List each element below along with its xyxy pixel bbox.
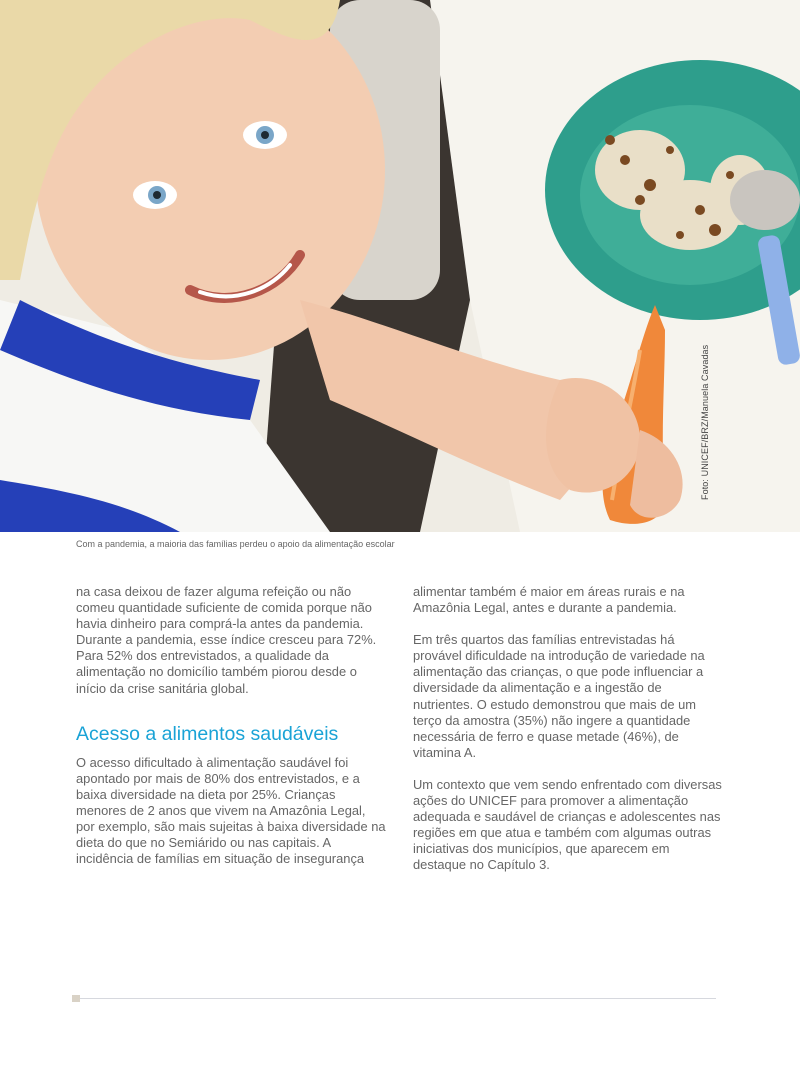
footer-rule [80,998,716,999]
left-column [76,584,386,867]
photo-illustration [0,0,800,532]
photo-credit: Foto: UNICEF/BRZ/Manuela Cavadas [700,344,710,500]
body-paragraph: alimentar também é maior em áreas rurais e na Amazônia Legal, antes e durante a pandemia. [413,584,685,616]
footer-marker [72,995,80,1002]
body-paragraph: Em três quartos das famílias entrevistadas há provável dificuldade na introdução de variedade na alimentação das crianças, o que pode influenciar a diversidade da alimentação e a ingestão de nutrientes. O estudo demonstrou que mais de um terço da amostra (35%) não ingere a quantidade necessária de ferro e quase metade (46%), de vitamina A. [413,632,705,760]
section-heading: Acesso a alimentos saudáveis [76,722,339,745]
body-paragraph: na casa deixou de fazer alguma refeição ou não comeu quantidade suficiente de comida porque não havia dinheiro para comprá-la antes da pandemia. Durante a pandemia, esse índice cresceu para 72%. Para 52% dos entrevistados, a qualidade da alimentação no domicílio também piorou desde o início da crise sanitária global. [76,584,377,696]
body-paragraph: O acesso dificultado à alimentação saudável foi apontado por mais de 80% dos entrevistados, e a baixa diversidade na dieta por 25%. Crianças menores de 2 anos que vivem na Amazônia Legal, por exemplo, são mais sujeitas à baixa diversidade na dieta do que no Semiárido ou nas capitais. A incidência de famílias em situação de insegurança [76,754,386,867]
photo [0,0,800,532]
photo-caption: Com a pandemia, a maioria das famílias perdeu o apoio da alimentação escolar [76,539,395,549]
body-paragraph: Um contexto que vem sendo enfrentado com diversas ações do UNICEF para promover a alimentação adequada e saudável de crianças e adolescentes nas regiões em que atua e também com algumas outras iniciativas dos municípios, que aparecem em destaque no Capítulo 3. [413,776,722,873]
right-column [413,584,723,874]
